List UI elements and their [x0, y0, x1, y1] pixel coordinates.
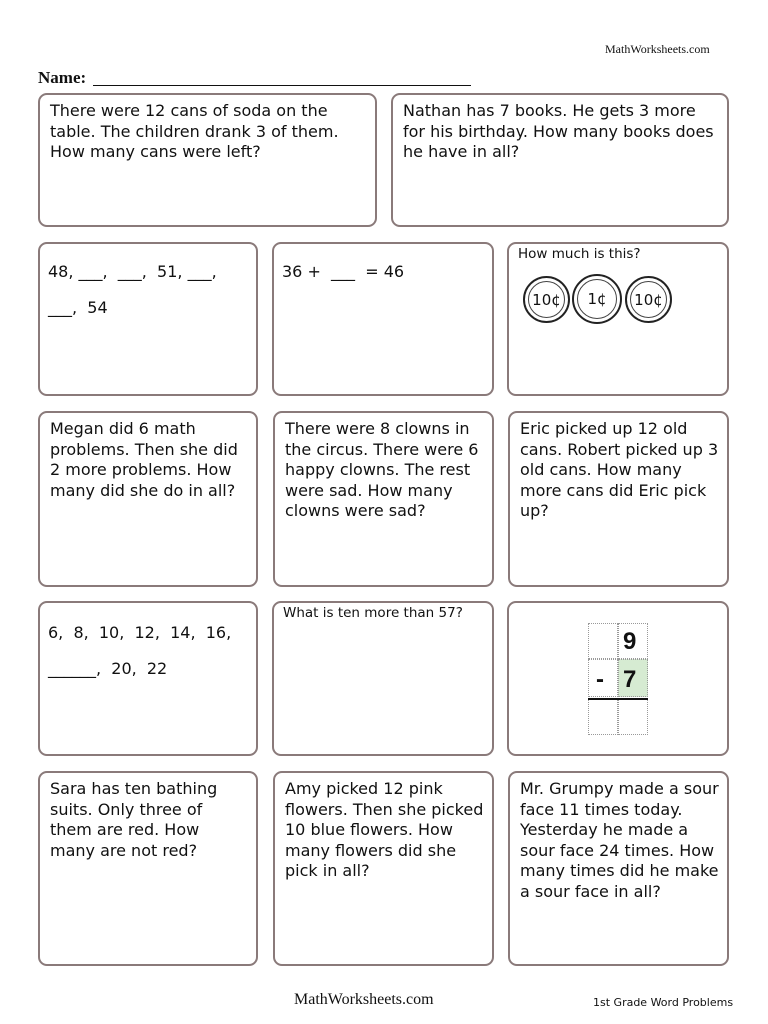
- coin-penny: 1¢: [572, 274, 622, 324]
- subtraction-top-digit: 9: [623, 628, 637, 655]
- problem-box-clowns: [273, 411, 494, 587]
- footer-title: 1st Grade Word Problems: [593, 996, 734, 1009]
- problem-box-sequence-1: [38, 242, 258, 396]
- place-value-grid-cell: [618, 699, 648, 735]
- sequence-2-line-1: 6, 8, 10, 12, 14, 16,: [48, 623, 232, 642]
- problem-text-sara: Sara has ten bathing suits. Only three of them are red. How many are not red?: [50, 779, 218, 860]
- problem-box-grumpy: [508, 771, 729, 966]
- problem-box-ten-more: [272, 601, 494, 756]
- problem-box-sequence-2: [38, 601, 258, 756]
- problem-text-amy: Amy picked 12 pink flowers. Then she picked 10 blue flowers. How many flowers did she pick in all?: [285, 779, 484, 880]
- problem-box-books: [391, 93, 729, 227]
- place-value-grid-cell: [588, 699, 618, 735]
- problem-box-eric: [508, 411, 729, 587]
- missing-addend-equation: 36 + ___ = 46: [282, 262, 405, 281]
- problem-box-megan: [38, 411, 258, 587]
- problem-box-coins: [507, 242, 729, 396]
- coin-dime-2: 10¢: [625, 276, 672, 323]
- problem-text-eric: Eric picked up 12 old cans. Robert picked up 3 old cans. How many more cans did Eric pick up?: [520, 419, 719, 520]
- problem-text-books: Nathan has 7 books. He gets 3 more for his birthday. How many books does he have in all?: [403, 101, 714, 161]
- sequence-1-line-2: ___, 54: [48, 298, 108, 317]
- ten-more-prompt: What is ten more than 57?: [283, 605, 463, 621]
- subtraction-bottom-digit: 7: [623, 666, 637, 693]
- footer-site: MathWorksheets.com: [294, 991, 434, 1008]
- problem-box-missing-addend: [272, 242, 494, 396]
- subtraction-operator: -: [596, 666, 604, 693]
- place-value-grid-cell: [588, 623, 618, 659]
- problem-text-soda: There were 12 cans of soda on the table. The children drank 3 of them. How many cans were left?: [50, 101, 339, 161]
- problem-box-sara: [38, 771, 258, 966]
- site-header-link: MathWorksheets.com: [605, 42, 710, 56]
- problem-box-amy: [273, 771, 494, 966]
- name-answer-line[interactable]: [93, 84, 471, 86]
- coins-prompt: How much is this?: [518, 246, 641, 262]
- problem-text-megan: Megan did 6 math problems. Then she did 2 more problems. How many did she do in all?: [50, 419, 238, 500]
- problem-text-clowns: There were 8 clowns in the circus. There were 6 happy clowns. The rest were sad. How many clowns were sad?: [285, 419, 479, 520]
- subtraction-answer-line: [588, 698, 648, 700]
- sequence-1-line-1: 48, ___, ___, 51, ___,: [48, 262, 217, 281]
- name-label: Name:: [38, 68, 87, 87]
- problem-box-subtraction: [507, 601, 729, 756]
- problem-box-soda: [38, 93, 377, 227]
- sequence-2-line-2: ______, 20, 22: [48, 659, 168, 678]
- problem-text-grumpy: Mr. Grumpy made a sour face 11 times today. Yesterday he made a sour face 24 times. How many times did he make a sour face in all?: [520, 779, 719, 901]
- coin-dime-1: 10¢: [523, 276, 570, 323]
